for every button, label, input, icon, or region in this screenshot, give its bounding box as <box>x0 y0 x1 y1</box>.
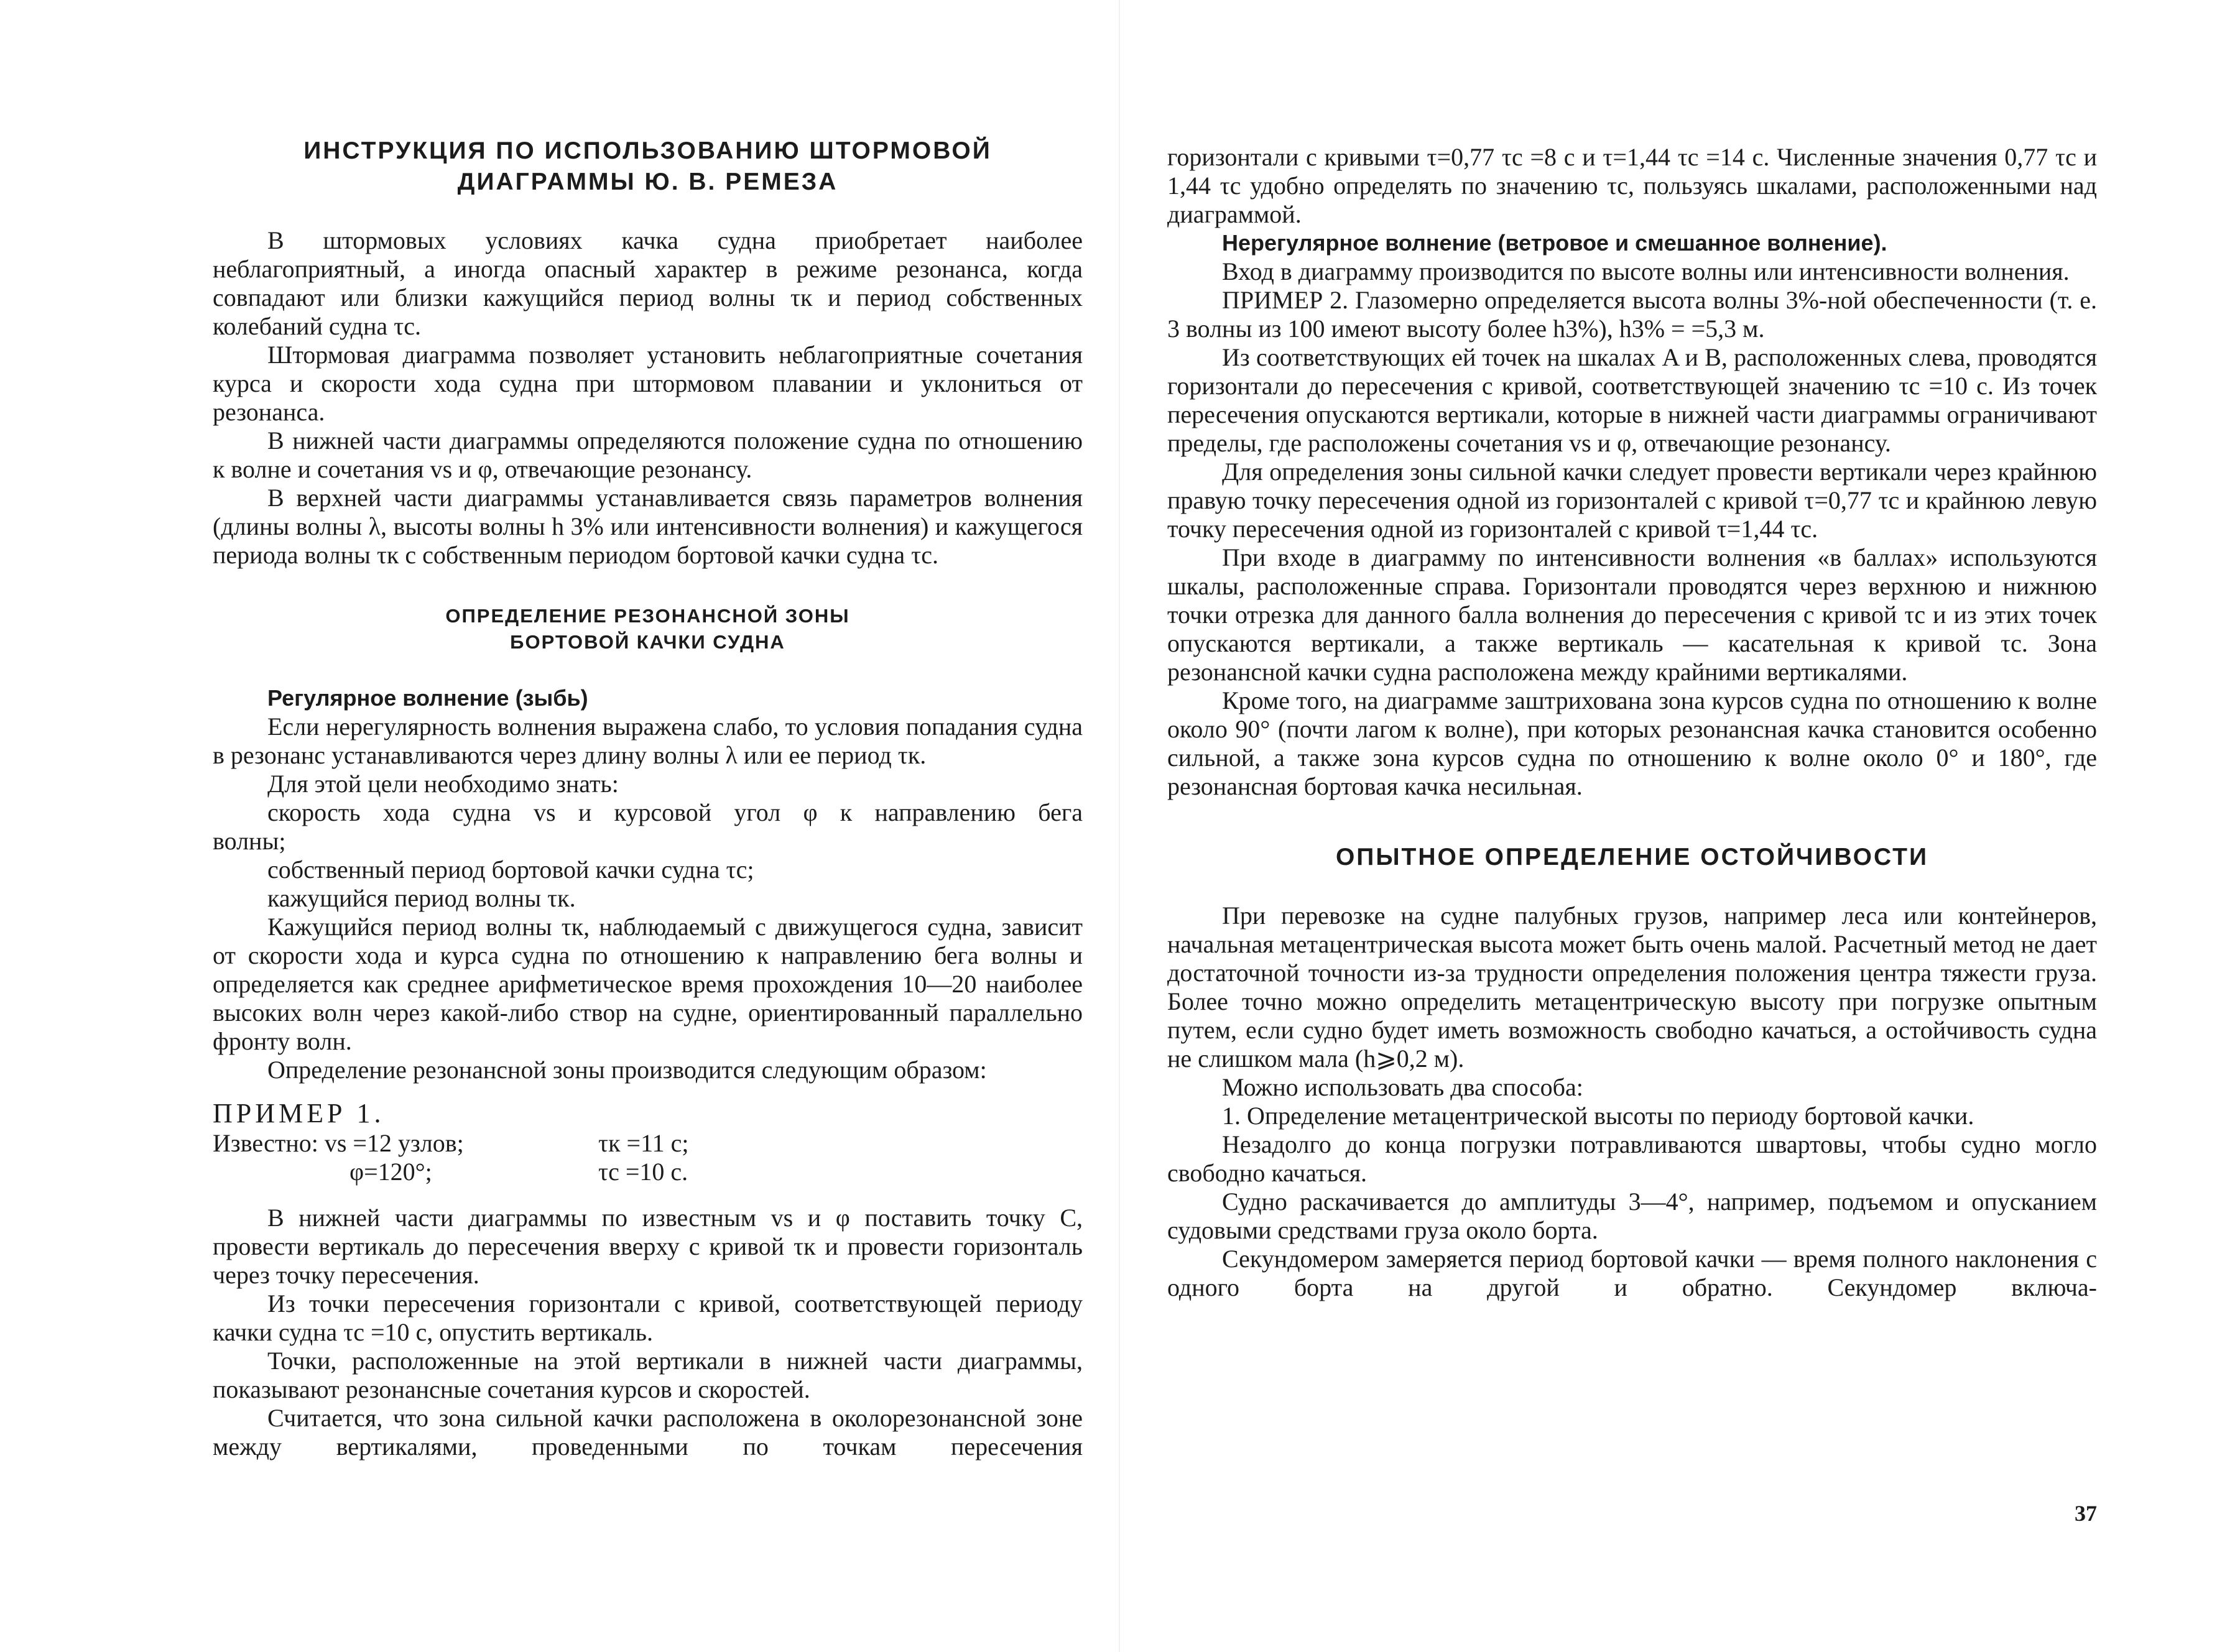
instruction-title-line1: ИНСТРУКЦИЯ ПО ИСПОЛЬЗОВАНИЮ ШТОРМОВОЙ <box>303 137 992 164</box>
requirement-speed-course-cont: волны; <box>213 827 286 855</box>
requirements-intro: Для этой цели необходимо знать: <box>267 770 619 798</box>
step-4-paragraph: Считается, что зона сильной качки расположена в околорезонансной зоне между вертикалями, проведенными по точкам пересечения <box>213 1404 1083 1460</box>
resonance-section-title <box>213 603 1083 655</box>
example-2-paragraph: ПРИМЕР 2. Глазомерно определяется высота волны 3%-ной обеспеченности (т. е. 3 волны из 100 имеют высоту более h3%), h3% = =5,3 м. <box>1167 286 2097 343</box>
regular-wave-paragraph: Если нерегулярность волнения выражена слабо, то условия попадания судна в резонанс устанавливаются через длину волны λ или ее период τк. <box>213 713 1083 769</box>
example-1-title: ПРИМЕР 1. <box>213 1098 385 1128</box>
scales-paragraph: Из соответствующих ей точек на шкалах A и B, расположенных слева, проводятся горизонтали до пересечения с кривой, соответствующей значению τс =10 с. Из точек пересечения опускаются вертикали, которые в нижней части диаграммы ограничивают пределы, где расположены сочетания vs и φ, отвечающие резонансу. <box>1167 343 2097 457</box>
intro-paragraph-1: В штормовых условиях качка судна приобретает наиболее неблагоприятный, а иногда опасный характер в режиме резонанса, когда совпадают или близки кажущийся период волны τк и период собственных колебаний судна τс. <box>213 226 1083 340</box>
hatched-zone-paragraph: Кроме того, на диаграмме заштрихована зона курсов судна по отношению к волне около 90° (почти лагом к волне), при которых резонансная качка становится особенно сильной, а также зона курсов судна по отношению к волне около 0° и 180°, где резонансная бортовая качка несильная. <box>1167 686 2097 800</box>
example-1-speed: Известно: vs =12 узлов; <box>213 1129 464 1157</box>
example-1 <box>213 1098 1083 1186</box>
page-number: 37 <box>2075 1501 2097 1526</box>
right-page <box>1120 0 2240 1652</box>
swing-paragraph: Судно раскачивается до амплитуды 3—4°, например, подъемом и опусканием судовыми средствами груза около борта. <box>1167 1188 2097 1244</box>
step-2-paragraph: Из точки пересечения горизонтали с кривой, соответствующей периоду качки судна τс =10 с, опустить вертикаль. <box>213 1290 1083 1346</box>
resonance-section-title-line2: БОРТОВОЙ КАЧКИ СУДНА <box>510 631 785 653</box>
irregular-wave-paragraph: Вход в диаграмму производится по высоте волны или интенсивности волнения. <box>1222 257 2070 285</box>
mooring-paragraph: Незадолго до конца погрузки потравливаются швартовы, чтобы судно могло свободно качаться. <box>1167 1130 2097 1187</box>
instruction-title-line2: ДИАГРАММЫ Ю. В. РЕМЕЗА <box>457 168 838 195</box>
requirement-apparent-period: кажущийся период волны τк. <box>267 884 576 912</box>
continuation-paragraph: горизонтали с кривыми τ=0,77 τс =8 с и τ=1,44 τс =14 с. Численные значения 0,77 τс и 1,44 τс удобно определять по значению τс, пользуясь шкалами, расположенными над диаграммой. <box>1167 143 2097 228</box>
example-1-known-values <box>213 1129 1083 1186</box>
example-1-tc: τс =10 с. <box>598 1158 688 1186</box>
apparent-period-paragraph: Кажущийся период волны τк, наблюдаемый с движущегося судна, зависит от скорости хода и курса судна по отношению к направлению бега волны и определяется как среднее арифметическое время прохождения 10—20 наиболее высоких волн через какой-либо створ на судне, ориентированный параллельно фронту волн. <box>213 913 1083 1055</box>
deck-cargo-paragraph: При перевозке на судне палубных грузов, например леса или контейнеров, начальная метацентрическая высота может быть очень малой. Расчетный метод не дает достаточной точности из-за трудности определения положения центра тяжести груза. Более точно можно определить метацентрическую высоту при погрузке опытным путем, если судно будет иметь возможность свободно качаться, а остойчивость судна не слишком мала (h⩾0,2 м). <box>1167 902 2097 1073</box>
instruction-title <box>213 136 1083 198</box>
example-1-tk: τк =11 с; <box>598 1129 689 1157</box>
stopwatch-paragraph: Секундомером замеряется период бортовой качки — время полного наклонения с одного борта на другой и обратно. Секундомер включа- <box>1167 1245 2097 1301</box>
intro-paragraph-4: В верхней части диаграммы устанавливается связь параметров волнения (длины волны λ, высоты волны h 3% или интенсивности волнения) и кажущегося периода волны τк с собственным периодом бортовой качки судна τс. <box>213 484 1083 569</box>
step-1-paragraph: В нижней части диаграммы по известным vs и φ поставить точку C, провести вертикаль до пересечения вверху с кривой τк и провести горизонталь через точку пересечения. <box>213 1204 1083 1289</box>
step-3-paragraph: Точки, расположенные на этой вертикали в нижней части диаграммы, показывают резонансные сочетания курсов и скоростей. <box>213 1347 1083 1403</box>
intro-paragraph-2: Штормовая диаграмма позволяет установить неблагоприятные сочетания курса и скорости хода судна при штормовом плавании и уклониться от резонанса. <box>213 341 1083 426</box>
intensity-scale-paragraph: При входе в диаграмму по интенсивности волнения «в баллах» используются шкалы, расположенные справа. Горизонтали проводятся через верхнюю и нижнюю точки отрезка для данного балла волнения до пересечения с кривой τс и из этих точек опускаются вертикали, а также вертикаль — касательная к кривой τс. Зона резонансной качки судна расположена между крайними вертикалями. <box>1167 543 2097 686</box>
intro-paragraph-3: В нижней части диаграммы определяются положение судна по отношению к волне и сочетания vs и φ, отвечающие резонансу. <box>213 427 1083 483</box>
resonance-section-title-line1: ОПРЕДЕЛЕНИЕ РЕЗОНАНСНОЙ ЗОНЫ <box>445 605 850 627</box>
requirement-roll-period: собственный период бортовой качки судна τс; <box>267 856 754 884</box>
irregular-wave-heading: Нерегулярное волнение (ветровое и смешанное волнение). <box>1222 230 1887 256</box>
requirement-speed-course: скорость хода судна vs и курсовой угол φ к направлению бега <box>267 798 1083 826</box>
two-ways-paragraph: Можно использовать два способа: <box>1222 1073 1583 1101</box>
method-1-paragraph: 1. Определение метацентрической высоты по периоду бортовой качки. <box>1222 1102 1974 1130</box>
example-1-phi: φ=120°; <box>349 1158 432 1186</box>
regular-wave-heading: Регулярное волнение (зыбь) <box>267 685 588 711</box>
method-paragraph: Определение резонансной зоны производится следующим образом: <box>267 1056 987 1084</box>
strong-roll-zone-paragraph: Для определения зоны сильной качки следует провести вертикали через крайнюю правую точку пересечения одной из горизонталей с кривой τ=0,77 τс и крайнюю левую точку пересечения одной из горизонталей с кривой τ=1,44 τс. <box>1167 458 2097 543</box>
stability-section-title: ОПЫТНОЕ ОПРЕДЕЛЕНИЕ ОСТОЙЧИВОСТИ <box>1335 844 1929 870</box>
